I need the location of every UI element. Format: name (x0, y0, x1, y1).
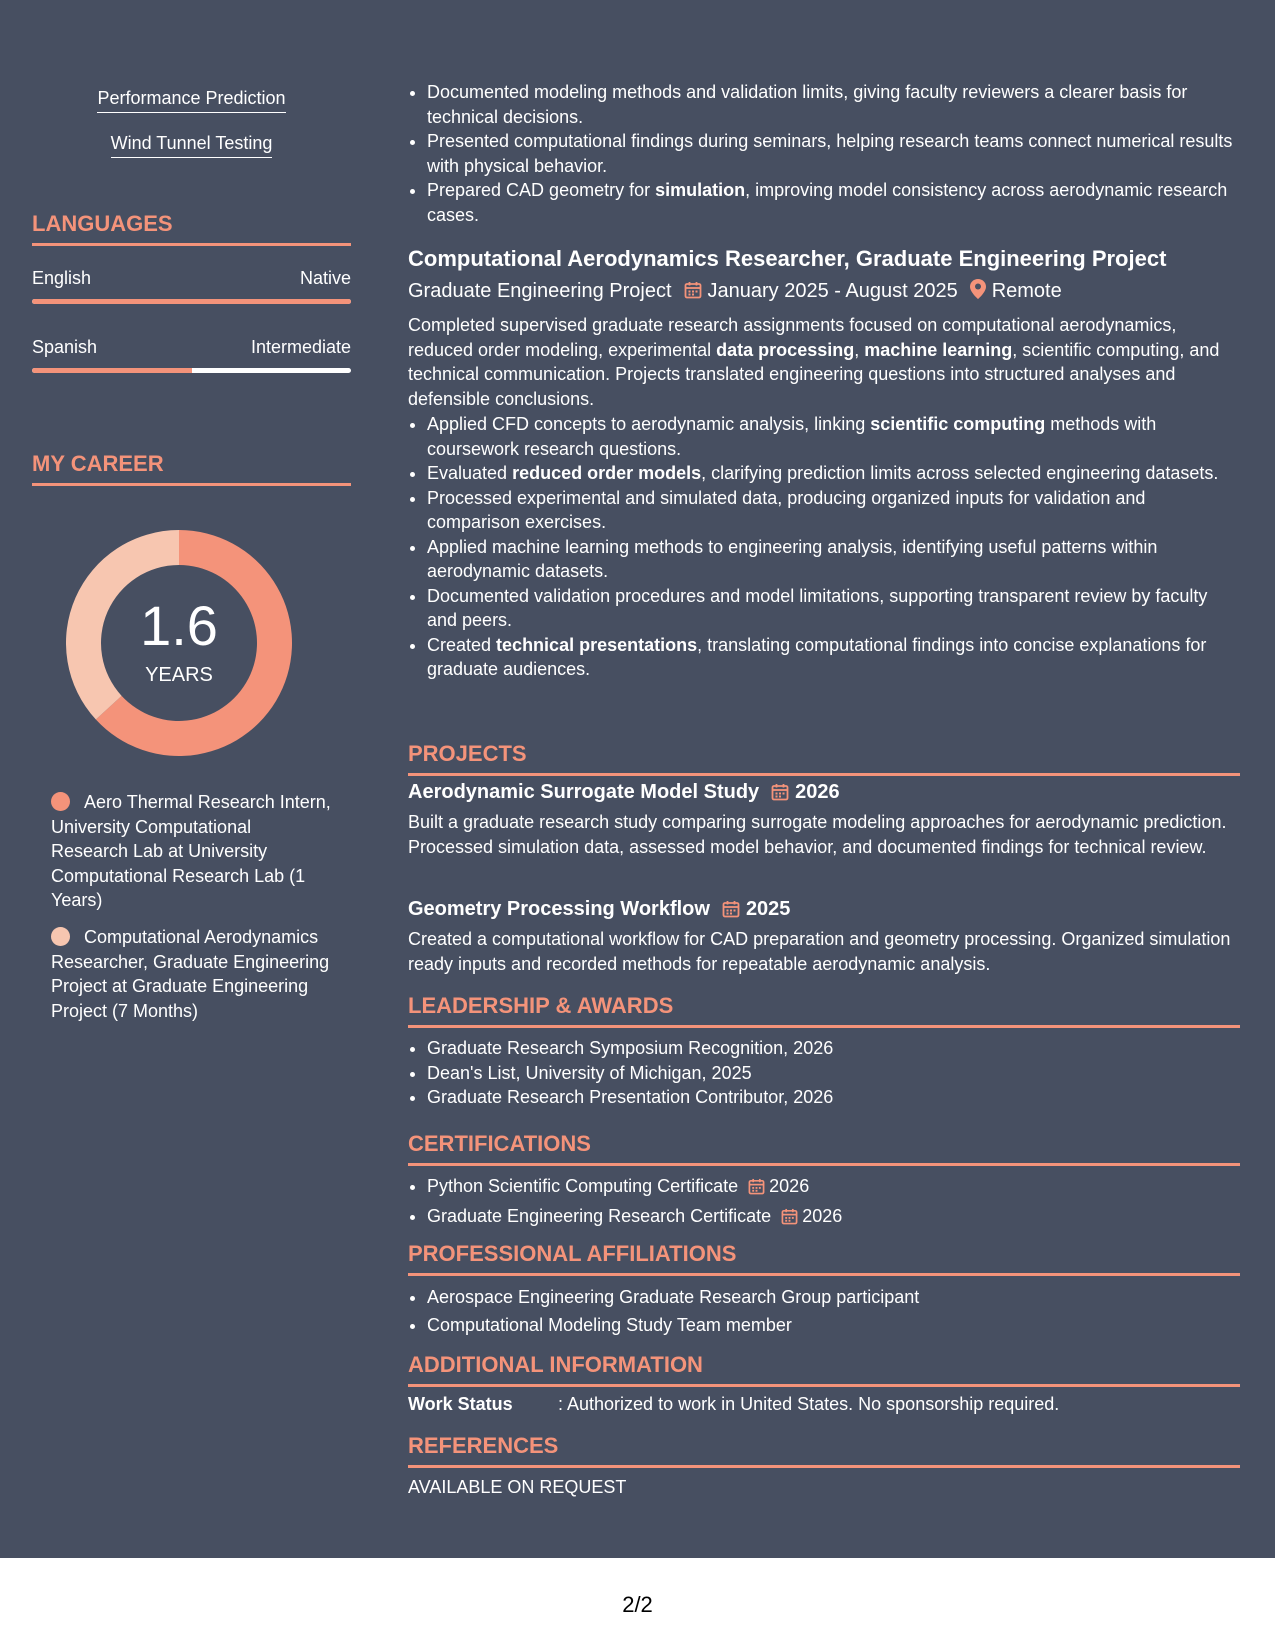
job-location: Remote (991, 280, 1062, 302)
skill-item: Performance Prediction (32, 88, 351, 113)
list-item: • Processed experimental and simulated data, producing organized inputs for validation and comparison exercises. (427, 486, 1240, 535)
affiliations-heading: PROFESSIONAL AFFILIATIONS (408, 1241, 1240, 1276)
skill-item: Wind Tunnel Testing (32, 133, 351, 158)
project-title (408, 781, 1240, 807)
calendar-icon (748, 1176, 765, 1203)
work-status-label: Work Status (408, 1394, 513, 1414)
list-item: • Created technical presentations, translating computational findings into concise explanations for graduate audiences. (427, 633, 1240, 682)
list-item: • Documented modeling methods and validation limits, giving faculty reviewers a clearer basis for technical decisions. (427, 80, 1240, 129)
calendar-icon (781, 1206, 798, 1233)
additional-info-heading: ADDITIONAL INFORMATION (408, 1352, 1240, 1387)
references-text: AVAILABLE ON REQUEST (408, 1477, 627, 1497)
language-proficiency-bar (32, 299, 351, 304)
list-item: • Computational Modeling Study Team member (427, 1311, 1240, 1339)
certifications-list (408, 1173, 1240, 1233)
job-title: Computational Aerodynamics Researcher, Graduate Engineering Project (408, 246, 1167, 271)
project-description: Built a graduate research study comparing surrogate modeling approaches for aerodynamic prediction. Processed simulation data, assessed model behavior, and documented findings for technical review. (408, 812, 1227, 857)
list-item: • Applied machine learning methods to engineering analysis, identifying useful patterns within aerodynamic datasets. (427, 535, 1240, 584)
project-name: Aerodynamic Surrogate Model Study (408, 781, 760, 803)
list-item: • Graduate Research Symposium Recognition, 2026 (427, 1036, 1240, 1061)
work-status-value: : Authorized to work in United States. No sponsorship required. (558, 1394, 1060, 1414)
list-item: • Presented computational findings during seminars, helping research teams connect numerical results with physical behavior. (427, 129, 1240, 178)
language-row (32, 337, 351, 358)
project-name: Geometry Processing Workflow (408, 898, 710, 920)
project-description: Created a computational workflow for CAD preparation and geometry processing. Organized simulation ready inputs and recorded methods for repeatable aerodynamic analysis. (408, 929, 1231, 974)
certifications-heading: CERTIFICATIONS (408, 1131, 1240, 1166)
career-legend-dot (51, 792, 70, 811)
language-proficiency-bar (32, 368, 351, 373)
career-total-value: 1.6 (140, 594, 218, 657)
references-heading: REFERENCES (408, 1433, 1240, 1468)
work-status-row (408, 1392, 1240, 1417)
list-item: • Dean's List, University of Michigan, 2025 (427, 1061, 1240, 1086)
calendar-icon (771, 783, 789, 807)
experience-bullet-list (408, 80, 1240, 227)
projects-heading: PROJECTS (408, 741, 1240, 776)
language-level: Intermediate (250, 337, 351, 357)
job-summary: Completed supervised graduate research assignments focused on computational aerodynamics, reduced order modeling, experimental data processing, machine learning, scientific computing, and technical communication. Projects translated engineering questions into structured analyses and defensible conclusions. (408, 315, 1220, 409)
list-item: • Evaluated reduced order models, clarifying prediction limits across selected engineering datasets. (427, 461, 1240, 486)
page-number: 2/2 (622, 1592, 653, 1617)
job-bullet-list (408, 412, 1240, 682)
job-bullets (408, 412, 1240, 682)
list-item: • Graduate Engineering Research Certificate 2026 (427, 1203, 1240, 1233)
experience-continued (408, 80, 1240, 227)
list-item: • Graduate Research Presentation Contributor, 2026 (427, 1085, 1240, 1110)
career-legend-item: Computational Aerodynamics Researcher, Graduate Engineering Project at Graduate Engineering Project (7 Months) (51, 927, 330, 1021)
job-meta (408, 279, 1240, 305)
affiliations-list (408, 1283, 1240, 1339)
list-item: • Python Scientific Computing Certificate 2026 (427, 1173, 1240, 1203)
project-year: 2025 (745, 898, 791, 920)
list-item: • Prepared CAD geometry for simulation, improving model consistency across aerodynamic research cases. (427, 178, 1240, 227)
job-dates: January 2025 - August 2025 (707, 280, 958, 302)
list-item: • Aerospace Engineering Graduate Research Group participant (427, 1283, 1240, 1311)
list-item: • Applied CFD concepts to aerodynamic analysis, linking scientific computing methods with coursework research questions. (427, 412, 1240, 461)
language-name: English (32, 268, 92, 288)
language-level: Native (299, 268, 351, 288)
language-proficiency-fill (32, 368, 192, 373)
career-legend-dot (51, 927, 70, 946)
location-pin-icon (970, 279, 986, 305)
calendar-icon (684, 281, 702, 305)
calendar-icon (722, 900, 740, 924)
list-item: • Documented validation procedures and model limitations, supporting transparent review by faculty and peers. (427, 584, 1240, 633)
leadership-heading: LEADERSHIP & AWARDS (408, 993, 1240, 1028)
leadership-list (408, 1036, 1240, 1110)
job-company: Graduate Engineering Project (408, 280, 672, 302)
career-heading: MY CAREER (32, 451, 351, 486)
career-donut-chart (66, 530, 292, 756)
project-year: 2026 (795, 781, 840, 803)
career-legend-item: Aero Thermal Research Intern, University Computational Research Lab at University Computational Research Lab (1 Years) (51, 792, 331, 910)
language-row (32, 268, 351, 289)
project-title (408, 898, 1240, 924)
career-total-unit: YEARS (145, 664, 213, 686)
languages-heading: LANGUAGES (32, 211, 351, 246)
language-proficiency-fill (32, 299, 351, 304)
language-name: Spanish (32, 337, 98, 357)
